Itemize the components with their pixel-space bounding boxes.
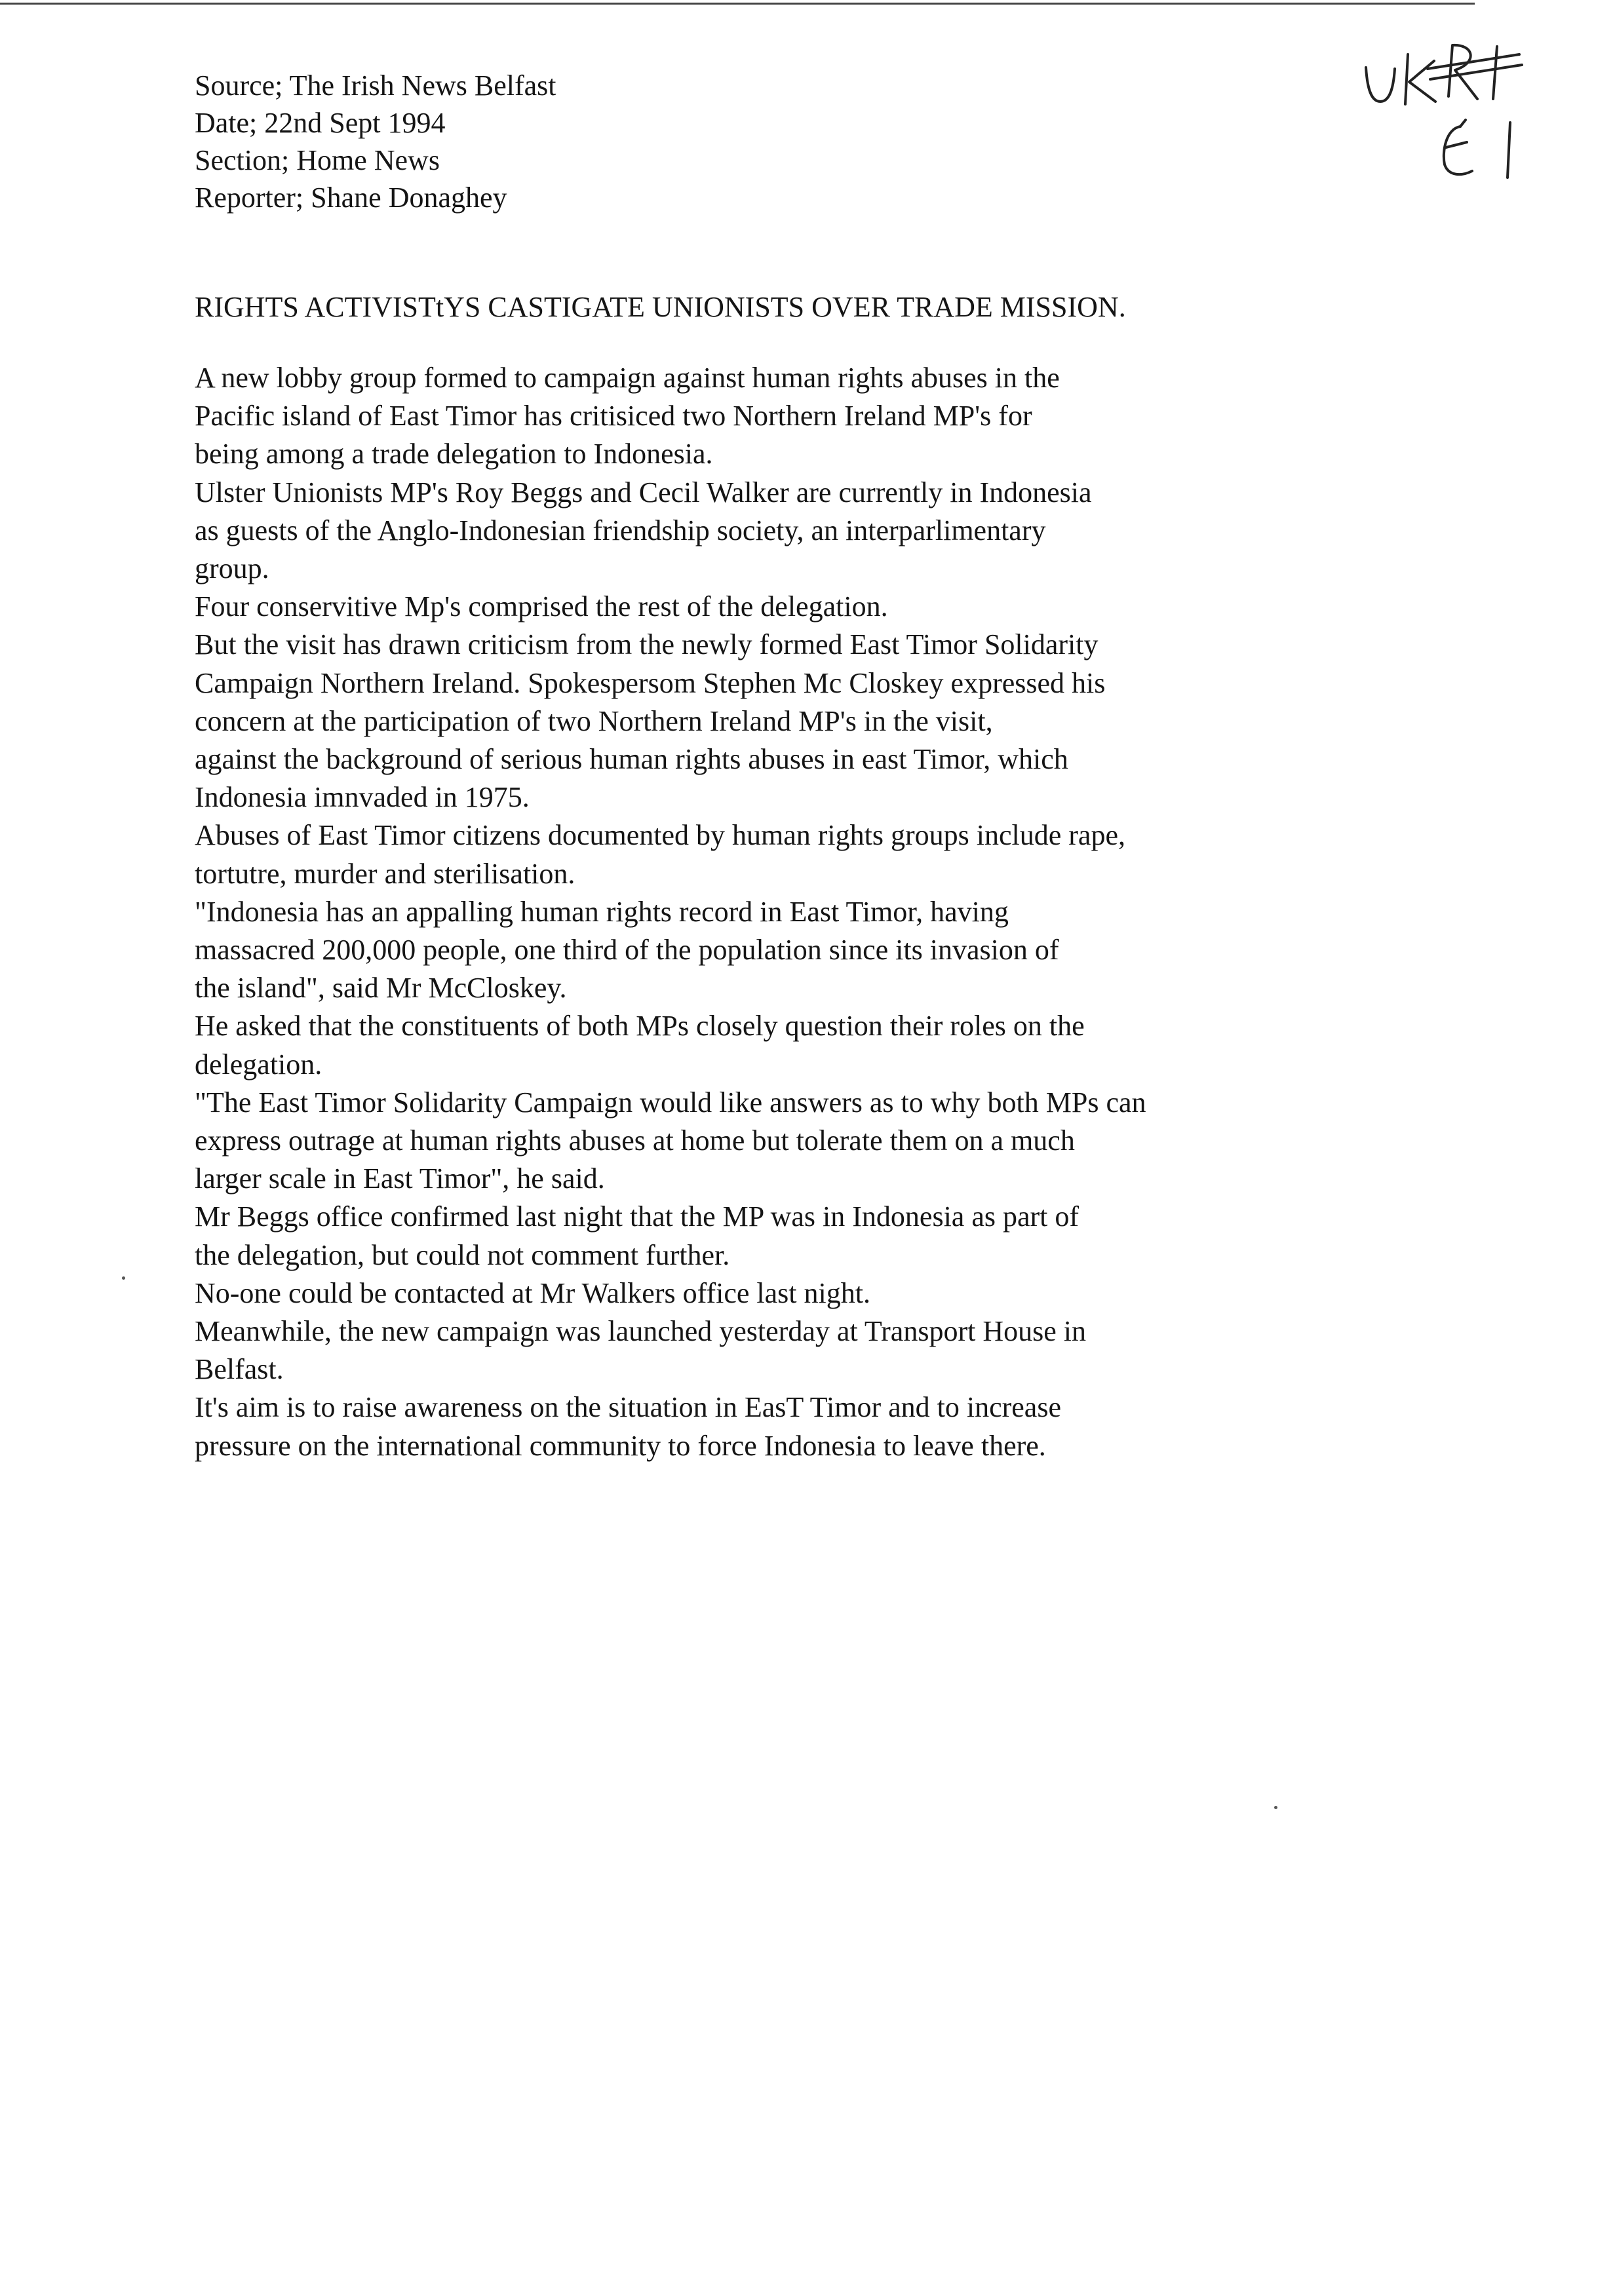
- article-line: concern at the participation of two Northern Ireland MP's in the visit,: [195, 704, 993, 737]
- scan-speck: [122, 1276, 125, 1280]
- article-line: He asked that the constituents of both MPs closely question their roles on the: [195, 1010, 1085, 1043]
- article-line: pressure on the international community to force Indonesia to leave there.: [195, 1429, 1046, 1462]
- article-line: "The East Timor Solidarity Campaign would like answers as to why both MPs can: [195, 1086, 1146, 1119]
- article-line: larger scale in East Timor", he said.: [195, 1162, 605, 1195]
- article-line: Four conservitive Mp's comprised the rest of the delegation.: [195, 590, 888, 623]
- reporter-line: Reporter; Shane Donaghey: [195, 182, 507, 214]
- article-line: "Indonesia has an appalling human rights record in East Timor, having: [195, 895, 1009, 928]
- article-line: It's aim is to raise awareness on the situation in EasT Timor and to increase: [195, 1391, 1061, 1424]
- scan-top-rule: [0, 3, 1475, 5]
- article-line: being among a trade delegation to Indonesia.: [195, 438, 713, 470]
- article-line: express outrage at human rights abuses at home but tolerate them on a much: [195, 1124, 1075, 1157]
- article-body: [195, 359, 1146, 1465]
- section-line: Section; Home News: [195, 144, 440, 176]
- article-line: the delegation, but could not comment further.: [195, 1238, 730, 1271]
- article-line: tortutre, murder and sterilisation.: [195, 857, 575, 890]
- article-line: But the visit has drawn criticism from the newly formed East Timor Solidarity: [195, 628, 1099, 661]
- article-line: massacred 200,000 people, one third of the population since its invasion of: [195, 934, 1059, 966]
- article-line: Meanwhile, the new campaign was launched yesterday at Transport House in: [195, 1315, 1086, 1348]
- date-line: Date; 22nd Sept 1994: [195, 107, 446, 139]
- article-line: Belfast.: [195, 1353, 284, 1386]
- article-line: Indonesia imnvaded in 1975.: [195, 781, 530, 814]
- article-line: Ulster Unionists MP's Roy Beggs and Cecil Walker are currently in Indonesia: [195, 476, 1092, 508]
- article-line: as guests of the Anglo-Indonesian friendship society, an interparlimentary: [195, 514, 1046, 546]
- article-line: Campaign Northern Ireland. Spokespersom Stephen Mc Closkey expressed his: [195, 666, 1106, 699]
- article-line: No-one could be contacted at Mr Walkers office last night.: [195, 1276, 870, 1309]
- article-line: group.: [195, 552, 269, 585]
- article-line: delegation.: [195, 1048, 322, 1081]
- article-metadata: [195, 67, 556, 216]
- article-line: Mr Beggs office confirmed last night that the MP was in Indonesia as part of: [195, 1200, 1080, 1233]
- article-line: Pacific island of East Timor has critisiced two Northern Ireland MP's for: [195, 400, 1032, 432]
- handwritten-annotation: [1357, 36, 1527, 187]
- article-headline: RIGHTS ACTIVISTtYS CASTIGATE UNIONISTS OVER TRADE MISSION.: [195, 291, 1126, 323]
- article-line: against the background of serious human rights abuses in east Timor, which: [195, 743, 1068, 776]
- article-line: the island", said Mr McCloskey.: [195, 972, 567, 1004]
- article-line: A new lobby group formed to campaign against human rights abuses in the: [195, 362, 1060, 394]
- scan-speck: [1274, 1806, 1277, 1809]
- source-line: Source; The Irish News Belfast: [195, 69, 556, 102]
- article-line: Abuses of East Timor citizens documented by human rights groups include rape,: [195, 819, 1125, 852]
